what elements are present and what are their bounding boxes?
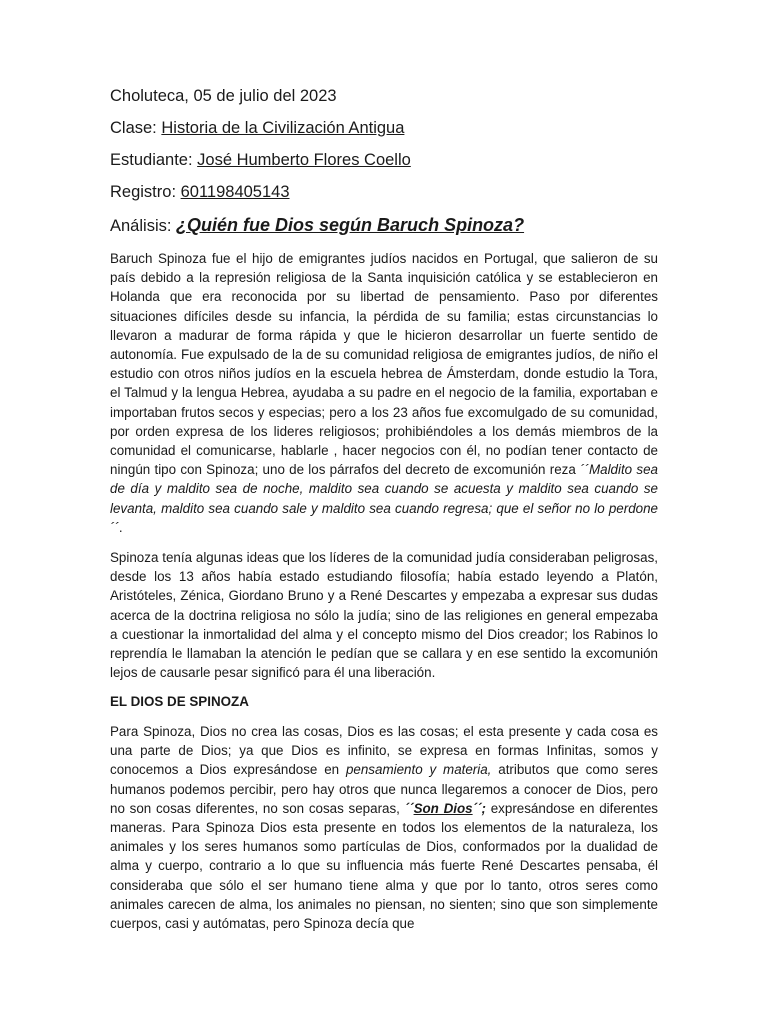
registro-line [110,183,290,202]
paragraph-1 [110,249,658,537]
registro-value: 601198405143 [180,183,290,201]
date-text: Choluteca, 05 de julio del 2023 [110,87,337,105]
excommunication-quote: ´´Maldito sea de día y maldito sea de noche, maldito sea cuando se acuesta y maldito sea cuando se levanta, maldito sea cuando sale y maldito sea cuando regresa; que el señor no lo perdone´´ [110,462,658,535]
analisis-label: Análisis: [110,217,177,235]
son-dios-close: ´´; [472,800,486,816]
paragraph-2-text: Spinoza tenía algunas ideas que los líderes de la comunidad judía consideraban peligrosas, desde los 13 años había estado estudiando filosofía; había estado leyendo a Platón, Aristóteles, Zénica, Giordano Bruno y a René Descartes y empezaba a expresar sus dudas acerca de la doctrina religiosa no sólo la judía; sino de las religiones en general empezaba a cuestionar la inmortalidad del alma y el concepto mismo del Dios creador; los Rabinos lo reprendía le llamaban la atención le pedían que se callara y en ese sentido la excomunión lejos de causarle pesar significó para él una liberación. [110,550,658,681]
estudiante-label: Estudiante: [110,151,198,169]
paragraph-3-italic: pensamiento y materia, [345,762,492,778]
paragraph-3 [110,722,658,933]
analisis-line [110,215,524,236]
section-heading: EL DIOS DE SPINOZA [110,694,249,709]
analisis-title: ¿Quién fue Dios según Baruch Spinoza? [176,215,525,235]
paragraph-3-text-c: expresándose en diferentes maneras. Para Spinoza Dios esta presente en todos los elementos de la naturaleza, los animales y los seres humanos somo partículas de Dios, conformados por la dualidad de alma y cuerpo, contrario a lo que su influencia más fuerte René Descartes pensaba, él consideraba que sólo el ser humano tiene alma y que por lo tanto, otros seres como animales carecen de alma, los animales no piensan, no sienten; sino que son simplemente cuerpos, casi y autómatas, pero Spinoza decía que [110,800,659,932]
clase-line [110,119,404,138]
paragraph-1-text: Baruch Spinoza fue el hijo de emigrantes judíos nacidos en Portugal, que salieron de su país debido a la represión religiosa de la Santa inquisición católica y se establecieron en Holanda que era reconocida por su libertad de pensamiento. Paso por diferentes situaciones difíciles desde su infancia, la pérdida de su familia; estas circunstancias lo llevaron a madurar de forma rápida y que le hicieron desarrollar un fuerte sentido de autonomía. Fue expulsado de la de su comunidad religiosa de emigrantes judíos, de niño el estudio con otros niños judíos en la escuela hebrea de Ámsterdam, donde estudio la Tora, el Talmud y la lengua Hebrea, ayudaba a su padre en el negocio de la familia, exportaban e importaban frutos secos y especias; pero a los 23 años fue excomulgado de su comunidad, por orden expresa de los lideres religiosos; prohibiéndoles a los demás miembros de la comunidad el comunicarse, hablarle , hacer negocios con él, no podían tener contacto de ningún tipo con Spinoza; uno de los párrafos del decreto de excomunión reza [110,251,658,478]
paragraph-3-text-b: atributos que como seres humanos podemos percibir, pero hay otros que nunca llegaremos a conocer de Dios, pero no son cosas diferentes, no son cosas separas, [110,762,658,816]
registro-label: Registro: [110,183,181,201]
son-dios-text: Son Dios [413,800,473,816]
clase-label: Clase: [110,119,162,137]
son-dios-phrase [405,801,486,816]
estudiante-line [110,151,411,170]
estudiante-value: José Humberto Flores Coello [197,151,411,169]
paragraph-3-text-a: Para Spinoza, Dios no crea las cosas, Dios es las cosas; el esta presente y cada cosa es una parte de Dios; ya que Dios es infinito, se expresa en formas Infinitas, somos y conocemos a Dios expresándose en [110,724,658,778]
paragraph-1-end: . [118,519,123,535]
date-line [110,87,337,106]
clase-value: Historia de la Civilización Antigua [161,119,405,137]
paragraph-2 [110,548,658,682]
son-dios-open: ´´ [404,800,414,816]
